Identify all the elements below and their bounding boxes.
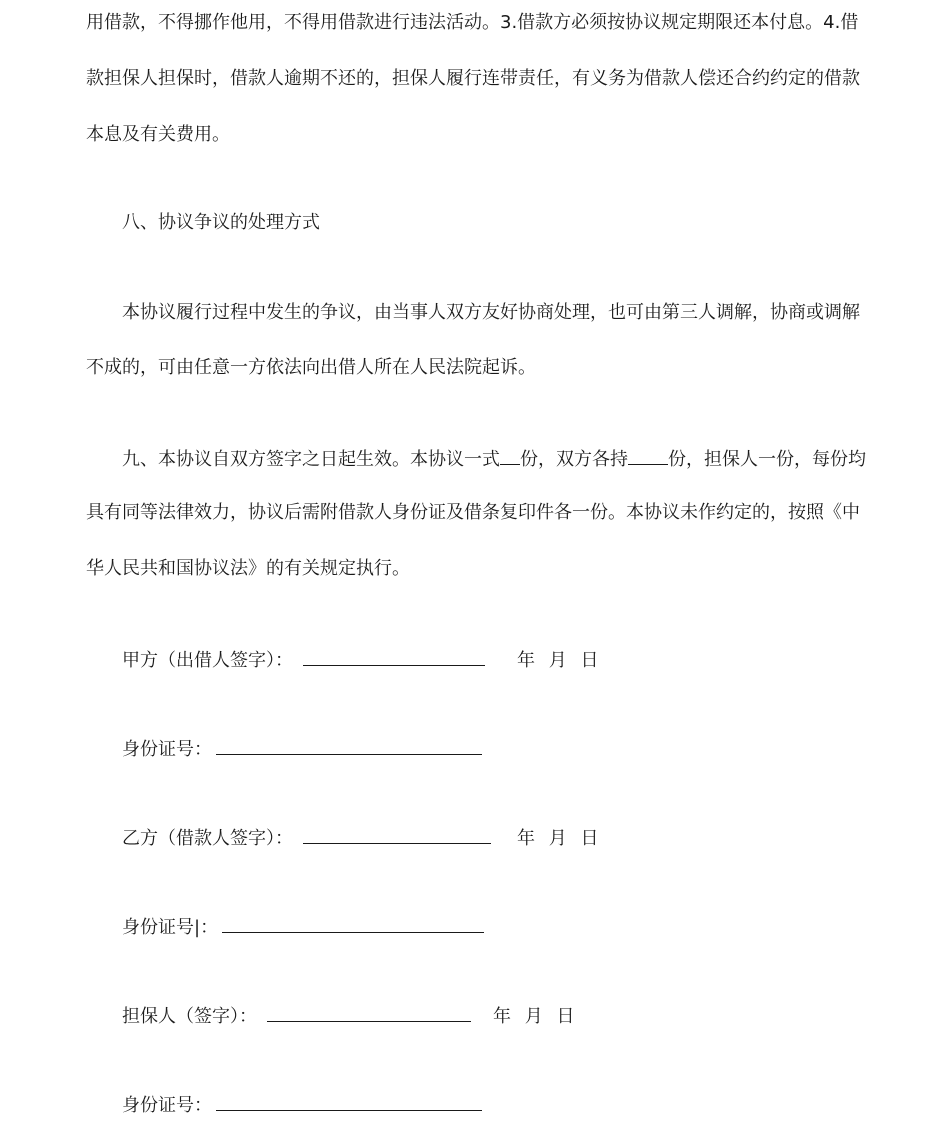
guarantor-signature-line (267, 1002, 471, 1022)
party-b-id-row (122, 913, 484, 937)
guarantor-id-row (122, 1091, 482, 1115)
clause7-line-2: 款担保人担保时，借款人逾期不还的，担保人履行连带责任，有义务为借款人偿还合约约定的借款 (86, 68, 860, 89)
section9-text-3: 份，担保人一份，每份均 (668, 449, 866, 470)
section9-line-2: 具有同等法律效力，协议后需附借款人身份证及借条复印件各一份。本协议未作约定的，按照《中 (86, 502, 860, 523)
party-b-signature-line (303, 824, 491, 844)
section8-heading: 八、协议争议的处理方式 (122, 212, 320, 233)
party-b-id-label: 身份证号|： (122, 917, 219, 938)
guarantor-id-line (216, 1091, 482, 1111)
guarantor-date: 年 月 日 (493, 1006, 575, 1027)
guarantor-signature-row (122, 1002, 574, 1026)
clause7-line-1: 用借款，不得挪作他用，不得用借款进行违法活动。3.借款方必须按协议规定期限还本付息。4.借 (86, 12, 859, 33)
section9-text-2: 份，双方各持 (520, 449, 628, 470)
section8-line-2: 不成的，可由任意一方依法向出借人所在人民法院起诉。 (86, 357, 536, 378)
copies-each-blank (628, 445, 668, 465)
party-b-id-line (222, 913, 484, 933)
party-b-signature-row (122, 824, 598, 848)
party-b-date: 年 月 日 (517, 828, 599, 849)
party-a-signature-line (303, 646, 485, 666)
guarantor-id-label: 身份证号： (122, 1095, 212, 1116)
copies-total-blank (500, 445, 520, 465)
section9-line-1 (122, 445, 866, 469)
party-a-signature-row (122, 646, 598, 670)
section8-line-1: 本协议履行过程中发生的争议，由当事人双方友好协商处理，也可由第三人调解，协商或调解 (122, 302, 860, 323)
party-a-label: 甲方（出借人签字）： (122, 650, 293, 671)
party-a-id-row (122, 735, 482, 759)
party-a-date: 年 月 日 (517, 650, 599, 671)
party-b-label: 乙方（借款人签字）： (122, 828, 293, 849)
party-a-id-line (216, 735, 482, 755)
guarantor-label: 担保人（签字）： (122, 1006, 257, 1027)
section9-text-1: 九、本协议自双方签字之日起生效。本协议一式 (122, 449, 500, 470)
clause7-line-3: 本息及有关费用。 (86, 124, 230, 145)
party-a-id-label: 身份证号： (122, 739, 212, 760)
section9-line-3: 华人民共和国协议法》的有关规定执行。 (86, 558, 410, 579)
